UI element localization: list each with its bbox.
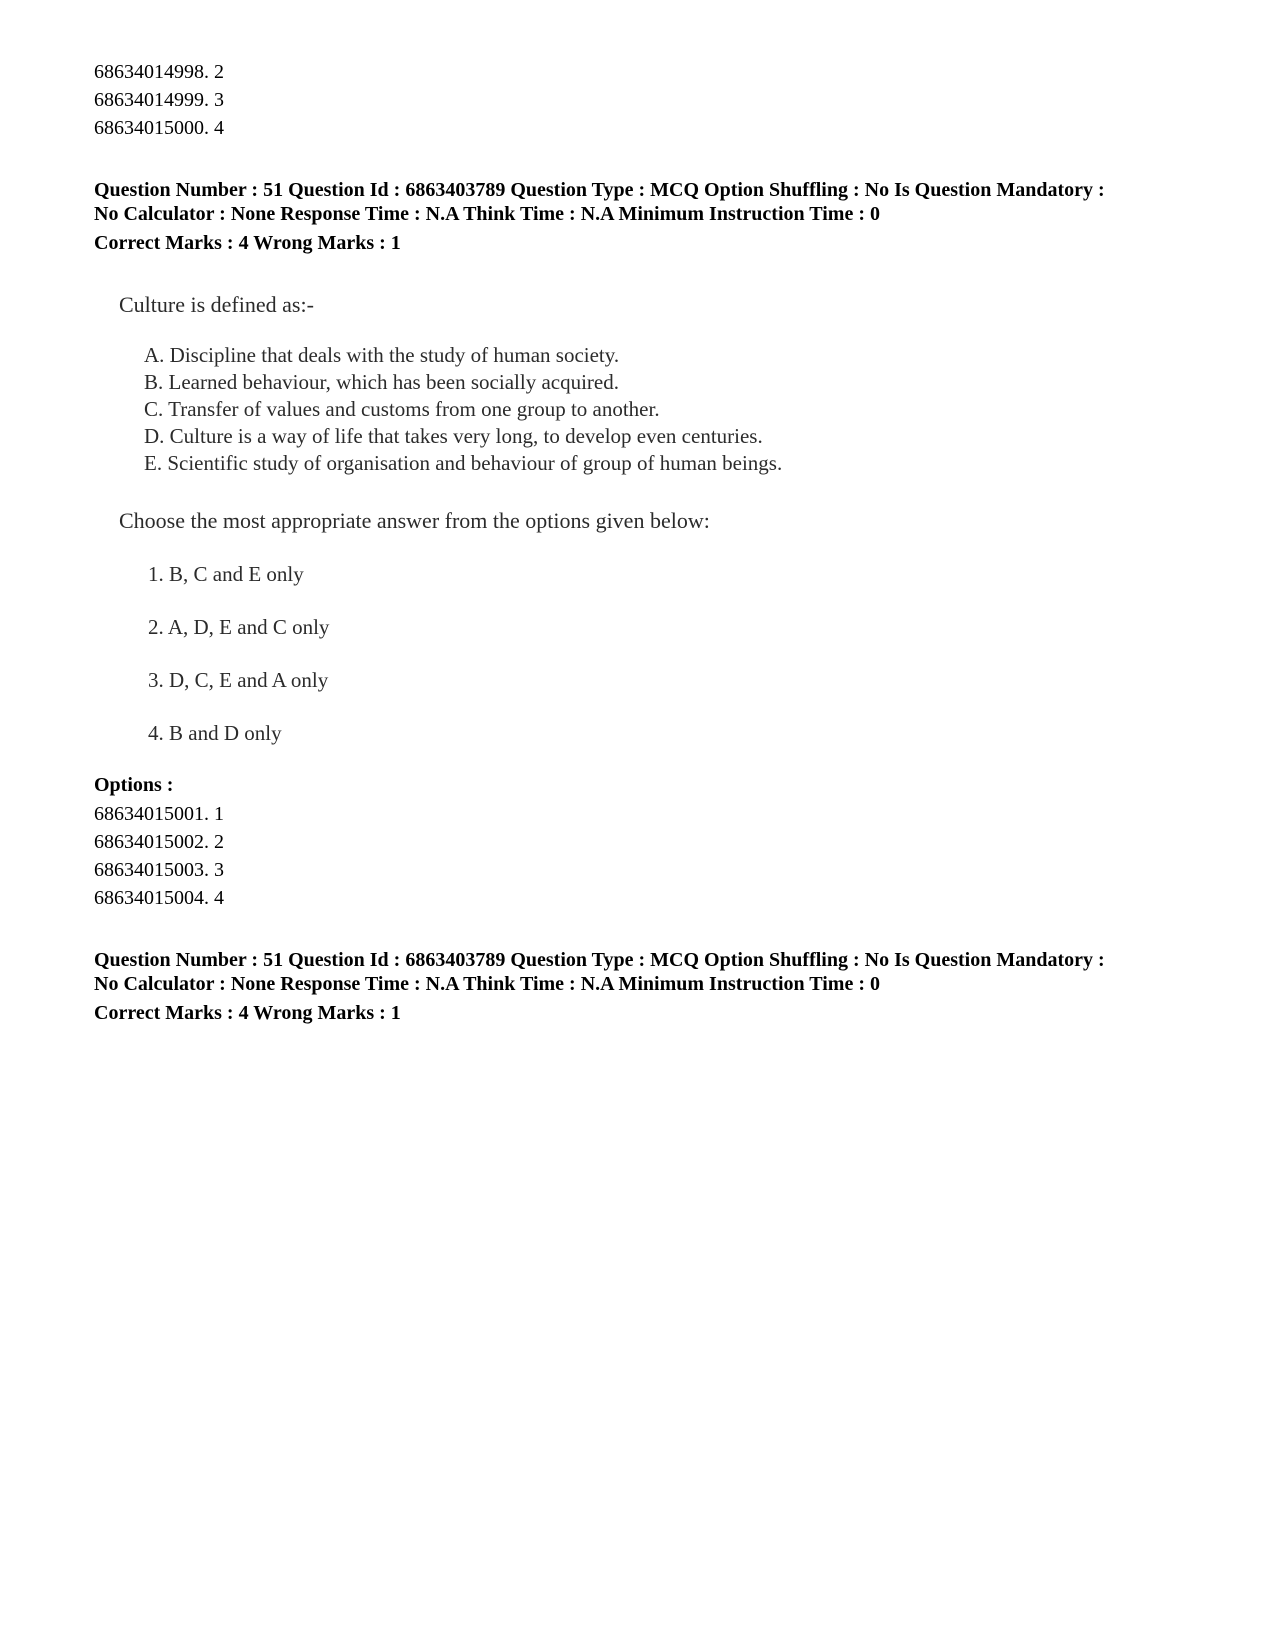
- statement-d: D. Culture is a way of life that takes very long, to develop even centuries.: [144, 424, 763, 448]
- option-value: 3: [214, 859, 224, 881]
- answer-choice-4: 4. B and D only: [148, 721, 282, 745]
- option-value: 2: [214, 831, 224, 853]
- option-id: 68634015000: [94, 117, 204, 139]
- prev-option-line: 68634014999. 3: [94, 89, 224, 111]
- question-image: [100, 282, 900, 762]
- question-stem: Culture is defined as:-: [119, 292, 314, 317]
- option-id: 68634015003: [94, 859, 204, 881]
- statement-c: C. Transfer of values and customs from one group to another.: [144, 397, 660, 421]
- question-meta-line-1: Question Number : 51 Question Id : 6863403789 Question Type : MCQ Option Shuffling : No Is Question Mandatory :: [94, 179, 1105, 201]
- answer-choice-3: 3. D, C, E and A only: [148, 668, 329, 692]
- prev-option-line: 68634015000. 4: [94, 117, 224, 139]
- question-meta-line-1: Question Number : 51 Question Id : 6863403789 Question Type : MCQ Option Shuffling : No Is Question Mandatory :: [94, 949, 1105, 971]
- statement-a: A. Discipline that deals with the study of human society.: [144, 343, 620, 367]
- question-meta-line-2: No Calculator : None Response Time : N.A Think Time : N.A Minimum Instruction Time : 0: [94, 203, 880, 225]
- answer-choice-1: 1. B, C and E only: [148, 562, 304, 586]
- option-value: 2: [214, 61, 224, 83]
- option-line: 68634015002. 2: [94, 831, 224, 853]
- option-value: 4: [214, 117, 224, 139]
- statement-e: E. Scientific study of organisation and behaviour of group of human beings.: [144, 451, 783, 475]
- statement-b: B. Learned behaviour, which has been socially acquired.: [144, 370, 619, 394]
- answer-choice-2: 2. A, D, E and C only: [148, 615, 330, 639]
- prev-option-line: 68634014998. 2: [94, 61, 224, 83]
- choose-instruction: Choose the most appropriate answer from the options given below:: [119, 508, 710, 533]
- option-line: 68634015004. 4: [94, 887, 224, 909]
- question-marks: Correct Marks : 4 Wrong Marks : 1: [94, 1002, 401, 1024]
- question-header: [94, 178, 1214, 255]
- question-header: [94, 948, 1214, 1025]
- option-line: 68634015001. 1: [94, 803, 224, 825]
- option-line: 68634015003. 3: [94, 859, 224, 881]
- question-marks: Correct Marks : 4 Wrong Marks : 1: [94, 232, 401, 254]
- option-id: 68634015004: [94, 887, 204, 909]
- option-value: 3: [214, 89, 224, 111]
- option-id: 68634014998: [94, 61, 204, 83]
- option-value: 1: [214, 803, 224, 825]
- question-meta-line-2: No Calculator : None Response Time : N.A Think Time : N.A Minimum Instruction Time : 0: [94, 973, 880, 995]
- option-id: 68634014999: [94, 89, 204, 111]
- options-label: Options :: [94, 774, 174, 796]
- option-id: 68634015002: [94, 831, 204, 853]
- option-id: 68634015001: [94, 803, 204, 825]
- option-value: 4: [214, 887, 224, 909]
